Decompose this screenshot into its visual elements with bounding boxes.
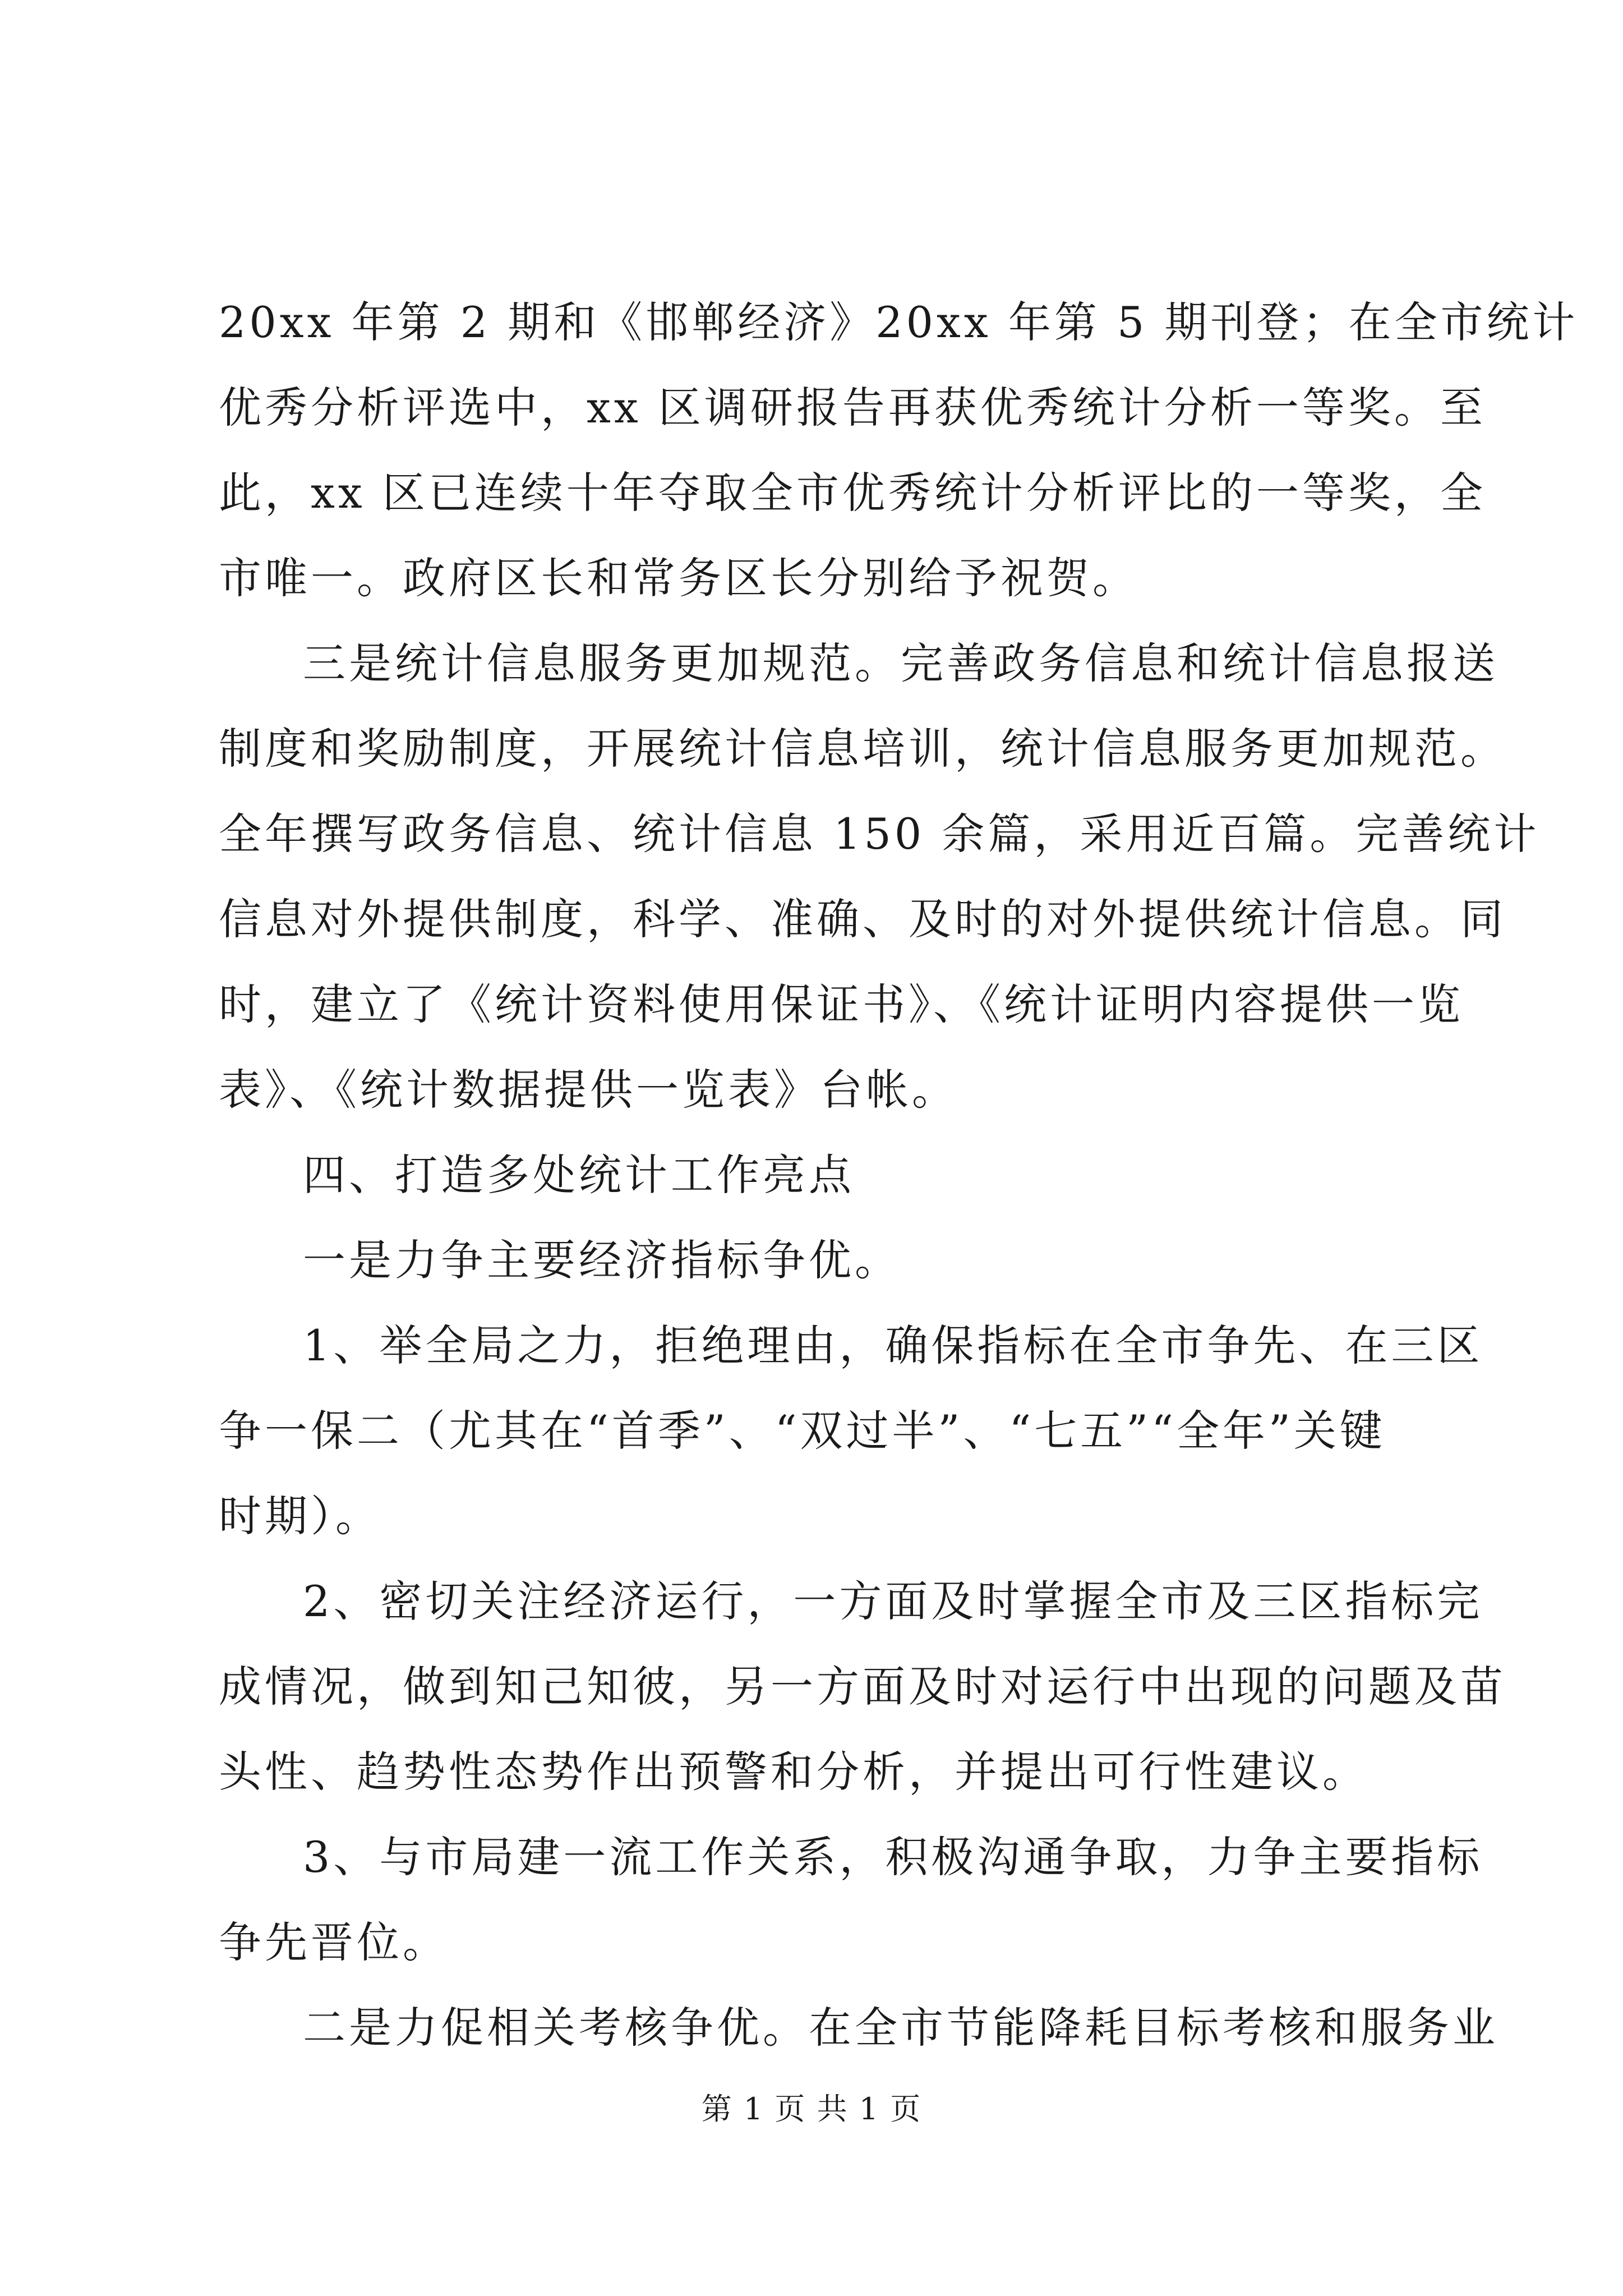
text-line-19: 3、与市局建一流工作关系，积极沟通争取，力争主要指标 — [303, 1832, 1483, 1882]
text-line-10: 表》、《统计数据提供一览表》台帐。 — [219, 1065, 958, 1115]
text-line-5: 三是统计信息服务更加规范。完善政务信息和统计信息报送 — [303, 638, 1498, 688]
text-line-12: 一是力争主要经济指标争优。 — [303, 1235, 901, 1285]
text-line-17: 成情况，做到知己知彼，另一方面及时对运行中出现的问题及苗 — [219, 1662, 1506, 1711]
text-line-15: 时期）。 — [219, 1491, 381, 1541]
text-line-6: 制度和奖励制度，开展统计信息培训，统计信息服务更加规范。 — [219, 724, 1506, 774]
text-line-16: 2、密切关注经济运行，一方面及时掌握全市及三区指标完 — [303, 1576, 1483, 1626]
text-line-1: 20xx 年第 2 期和《邯郸经济》20xx 年第 5 期刊登；在全市统计 — [219, 297, 1579, 347]
text-line-20: 争先晋位。 — [219, 1917, 449, 1967]
text-line-14: 争一保二（尤其在“首季”、“双过半”、“七五”“全年”关键 — [219, 1406, 1386, 1456]
text-line-7: 全年撰写政务信息、统计信息 150 余篇，采用近百篇。完善统计 — [219, 809, 1540, 859]
section-heading: 四、打造多处统计工作亮点 — [303, 1150, 855, 1200]
page-footer: 第 1 页 共 1 页 — [701, 2091, 922, 2127]
text-line-4: 市唯一。政府区长和常务区长分别给予祝贺。 — [219, 553, 1138, 603]
text-line-21: 二是力促相关考核争优。在全市节能降耗目标考核和服务业 — [303, 2003, 1498, 2053]
text-line-9: 时，建立了《统计资料使用保证书》、《统计证明内容提供一览 — [219, 979, 1464, 1029]
text-line-8: 信息对外提供制度，科学、准确、及时的对外提供统计信息。同 — [219, 894, 1506, 944]
text-line-13: 1、举全局之力，拒绝理由，确保指标在全市争先、在三区 — [303, 1320, 1483, 1370]
text-line-3: 此，xx 区已连续十年夺取全市优秀统计分析评比的一等奖，全 — [219, 468, 1486, 518]
text-line-2: 优秀分析评选中，xx 区调研报告再获优秀统计分析一等奖。至 — [219, 383, 1486, 432]
text-line-18: 头性、趋势性态势作出预警和分析，并提出可行性建议。 — [219, 1747, 1368, 1797]
